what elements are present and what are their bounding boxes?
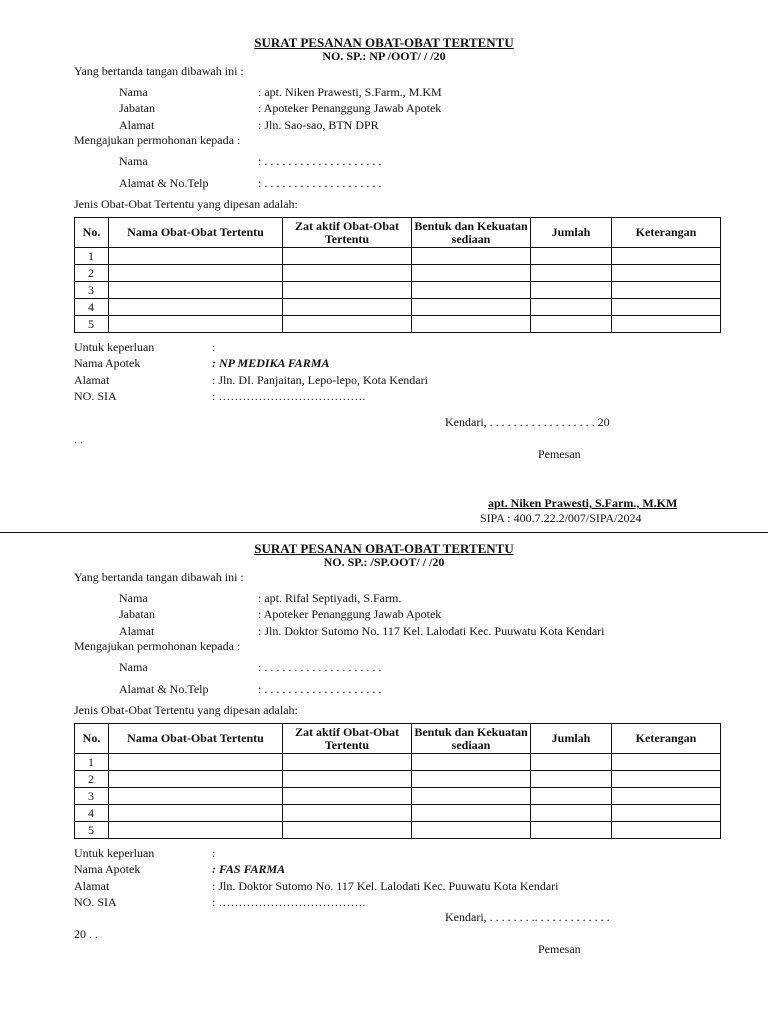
form-number: NO. SP.: NP /OOT/ / /20	[322, 49, 446, 63]
cell-quantity[interactable]	[531, 788, 612, 805]
place-date-field[interactable]: Kendari, . . . . . . . .. . . . . . . . . . . . .	[445, 910, 610, 924]
cell-active-substance[interactable]	[283, 299, 412, 316]
signer-address-label: Alamat	[119, 624, 155, 638]
cell-dosage-form[interactable]	[412, 771, 531, 788]
cell-quantity[interactable]	[531, 248, 612, 265]
row-number: 1	[75, 754, 109, 771]
pharmacy-address-label: Alamat	[74, 879, 110, 893]
cell-dosage-form[interactable]	[412, 282, 531, 299]
recipient-address-field[interactable]: : . . . . . . . . . . . . . . . . . . . .	[258, 682, 382, 696]
table-row	[75, 805, 721, 822]
cell-remarks[interactable]	[612, 316, 721, 333]
cell-drug-name[interactable]	[109, 282, 283, 299]
recipient-name-field[interactable]: : . . . . . . . . . . . . . . . . . . . .	[258, 660, 382, 674]
row-number: 2	[75, 265, 109, 282]
cell-remarks[interactable]	[612, 822, 721, 839]
cell-active-substance[interactable]	[283, 822, 412, 839]
order-table	[74, 217, 721, 333]
cell-drug-name[interactable]	[109, 265, 283, 282]
pharmacy-address-value: : Jln. Doktor Sutomo No. 117 Kel. Lalodati Kec. Puuwatu Kota Kendari	[212, 879, 559, 893]
cell-dosage-form[interactable]	[412, 822, 531, 839]
pharmacy-address-label: Alamat	[74, 373, 110, 387]
signer-intro: Yang bertanda tangan dibawah ini :	[74, 64, 244, 78]
cell-drug-name[interactable]	[109, 316, 283, 333]
recipient-address-label: Alamat & No.Telp	[119, 682, 209, 696]
sia-number-label: NO. SIA	[74, 389, 117, 403]
recipient-name-label: Nama	[119, 660, 148, 674]
cell-active-substance[interactable]	[283, 265, 412, 282]
place-date-continuation: . .	[74, 432, 83, 446]
header-active-substance: Zat aktif Obat-Obat Tertentu	[283, 724, 412, 754]
header-drug-name: Nama Obat-Obat Tertentu	[109, 724, 283, 754]
pharmacy-name-label: Nama Apotek	[74, 862, 141, 876]
cell-dosage-form[interactable]	[412, 316, 531, 333]
table-row	[75, 316, 721, 333]
purpose-label: Untuk keperluan	[74, 340, 155, 354]
cell-dosage-form[interactable]	[412, 805, 531, 822]
row-number: 4	[75, 805, 109, 822]
orderer-label: Pemesan	[538, 447, 581, 461]
cell-active-substance[interactable]	[283, 788, 412, 805]
header-dosage-form: Bentuk dan Kekuatan sediaan	[412, 218, 531, 248]
row-number: 1	[75, 248, 109, 265]
sia-number-label: NO. SIA	[74, 895, 117, 909]
row-number: 5	[75, 316, 109, 333]
cell-drug-name[interactable]	[109, 248, 283, 265]
cell-quantity[interactable]	[531, 265, 612, 282]
cell-active-substance[interactable]	[283, 771, 412, 788]
cell-dosage-form[interactable]	[412, 299, 531, 316]
cell-remarks[interactable]	[612, 299, 721, 316]
cell-quantity[interactable]	[531, 299, 612, 316]
cell-dosage-form[interactable]	[412, 754, 531, 771]
table-intro: Jenis Obat-Obat Tertentu yang dipesan adalah:	[74, 703, 298, 717]
purpose-label: Untuk keperluan	[74, 846, 155, 860]
table-row	[75, 265, 721, 282]
table-row	[75, 822, 721, 839]
table-row	[75, 771, 721, 788]
request-intro: Mengajukan permohonan kepada :	[74, 639, 241, 653]
cell-quantity[interactable]	[531, 805, 612, 822]
cell-drug-name[interactable]	[109, 788, 283, 805]
request-intro: Mengajukan permohonan kepada :	[74, 133, 241, 147]
header-drug-name: Nama Obat-Obat Tertentu	[109, 218, 283, 248]
signer-intro: Yang bertanda tangan dibawah ini :	[74, 570, 244, 584]
signer-name-value: : apt. Niken Prawesti, S.Farm., M.KM	[258, 85, 442, 99]
cell-drug-name[interactable]	[109, 805, 283, 822]
cell-quantity[interactable]	[531, 754, 612, 771]
table-header-row	[75, 218, 721, 248]
cell-drug-name[interactable]	[109, 771, 283, 788]
form-divider	[0, 532, 768, 533]
cell-drug-name[interactable]	[109, 754, 283, 771]
signer-position-value: : Apoteker Penanggung Jawab Apotek	[258, 101, 442, 115]
cell-remarks[interactable]	[612, 788, 721, 805]
header-active-substance: Zat aktif Obat-Obat Tertentu	[283, 218, 412, 248]
table-row	[75, 299, 721, 316]
sia-number-field[interactable]: : ……………………………….	[212, 895, 366, 909]
pharmacy-name-value: : NP MEDIKA FARMA	[212, 356, 330, 370]
signer-name-value: : apt. Rifal Septiyadi, S.Farm.	[258, 591, 402, 605]
cell-quantity[interactable]	[531, 822, 612, 839]
cell-drug-name[interactable]	[109, 822, 283, 839]
cell-remarks[interactable]	[612, 282, 721, 299]
cell-active-substance[interactable]	[283, 754, 412, 771]
purpose-field[interactable]: :	[212, 846, 216, 860]
cell-dosage-form[interactable]	[412, 788, 531, 805]
purpose-field[interactable]: :	[212, 340, 216, 354]
signer-name-label: Nama	[119, 85, 148, 99]
sipa-number: SIPA : 400.7.22.2/007/SIPA/2024	[480, 511, 642, 525]
cell-drug-name[interactable]	[109, 299, 283, 316]
place-date-field[interactable]: Kendari, . . . . . . . . . . . . . . . . . . 20	[445, 415, 610, 429]
form-number: NO. SP.: /SP.OOT/ / /20	[323, 555, 445, 569]
header-quantity: Jumlah	[531, 724, 612, 754]
cell-remarks[interactable]	[612, 754, 721, 771]
header-quantity: Jumlah	[531, 218, 612, 248]
table-header-row	[75, 724, 721, 754]
order-table	[74, 723, 721, 839]
signer-address-value: : Jln. Sao-sao, BTN DPR	[258, 118, 379, 132]
signer-address-label: Alamat	[119, 118, 155, 132]
cell-quantity[interactable]	[531, 282, 612, 299]
row-number: 3	[75, 282, 109, 299]
header-no: No.	[75, 218, 109, 248]
cell-active-substance[interactable]	[283, 282, 412, 299]
header-dosage-form: Bentuk dan Kekuatan sediaan	[412, 724, 531, 754]
table-row	[75, 248, 721, 265]
row-number: 3	[75, 788, 109, 805]
signer-position-label: Jabatan	[119, 607, 155, 621]
place-date-continuation: 20 . .	[74, 927, 98, 941]
sia-number-field[interactable]: : ……………………………….	[212, 389, 366, 403]
signer-address-value: : Jln. Doktor Sutomo No. 117 Kel. Lalodati Kec. Puuwatu Kota Kendari	[258, 624, 605, 638]
cell-remarks[interactable]	[612, 248, 721, 265]
row-number: 5	[75, 822, 109, 839]
header-no: No.	[75, 724, 109, 754]
form-title: SURAT PESANAN OBAT-OBAT TERTENTU	[254, 35, 514, 50]
recipient-address-label: Alamat & No.Telp	[119, 176, 209, 190]
row-number: 4	[75, 299, 109, 316]
header-remarks: Keterangan	[612, 218, 721, 248]
table-row	[75, 282, 721, 299]
cell-active-substance[interactable]	[283, 248, 412, 265]
form-title: SURAT PESANAN OBAT-OBAT TERTENTU	[254, 541, 514, 556]
orderer-label: Pemesan	[538, 942, 581, 956]
recipient-name-field[interactable]: : . . . . . . . . . . . . . . . . . . . .	[258, 154, 382, 168]
header-remarks: Keterangan	[612, 724, 721, 754]
recipient-name-label: Nama	[119, 154, 148, 168]
signer-name-label: Nama	[119, 591, 148, 605]
recipient-address-field[interactable]: : . . . . . . . . . . . . . . . . . . . .	[258, 176, 382, 190]
cell-active-substance[interactable]	[283, 805, 412, 822]
table-row	[75, 788, 721, 805]
cell-remarks[interactable]	[612, 805, 721, 822]
signer-position-value: : Apoteker Penanggung Jawab Apotek	[258, 607, 442, 621]
table-row	[75, 754, 721, 771]
cell-quantity[interactable]	[531, 771, 612, 788]
table-intro: Jenis Obat-Obat Tertentu yang dipesan adalah:	[74, 197, 298, 211]
cell-active-substance[interactable]	[283, 316, 412, 333]
cell-quantity[interactable]	[531, 316, 612, 333]
row-number: 2	[75, 771, 109, 788]
signer-position-label: Jabatan	[119, 101, 155, 115]
signature-name: apt. Niken Prawesti, S.Farm., M.KM	[488, 496, 678, 510]
pharmacy-name-label: Nama Apotek	[74, 356, 141, 370]
pharmacy-address-value: : Jln. DI. Panjaitan, Lepo-lepo, Kota Kendari	[212, 373, 428, 387]
pharmacy-name-value: : FAS FARMA	[212, 862, 286, 876]
cell-remarks[interactable]	[612, 265, 721, 282]
cell-dosage-form[interactable]	[412, 248, 531, 265]
cell-remarks[interactable]	[612, 771, 721, 788]
cell-dosage-form[interactable]	[412, 265, 531, 282]
